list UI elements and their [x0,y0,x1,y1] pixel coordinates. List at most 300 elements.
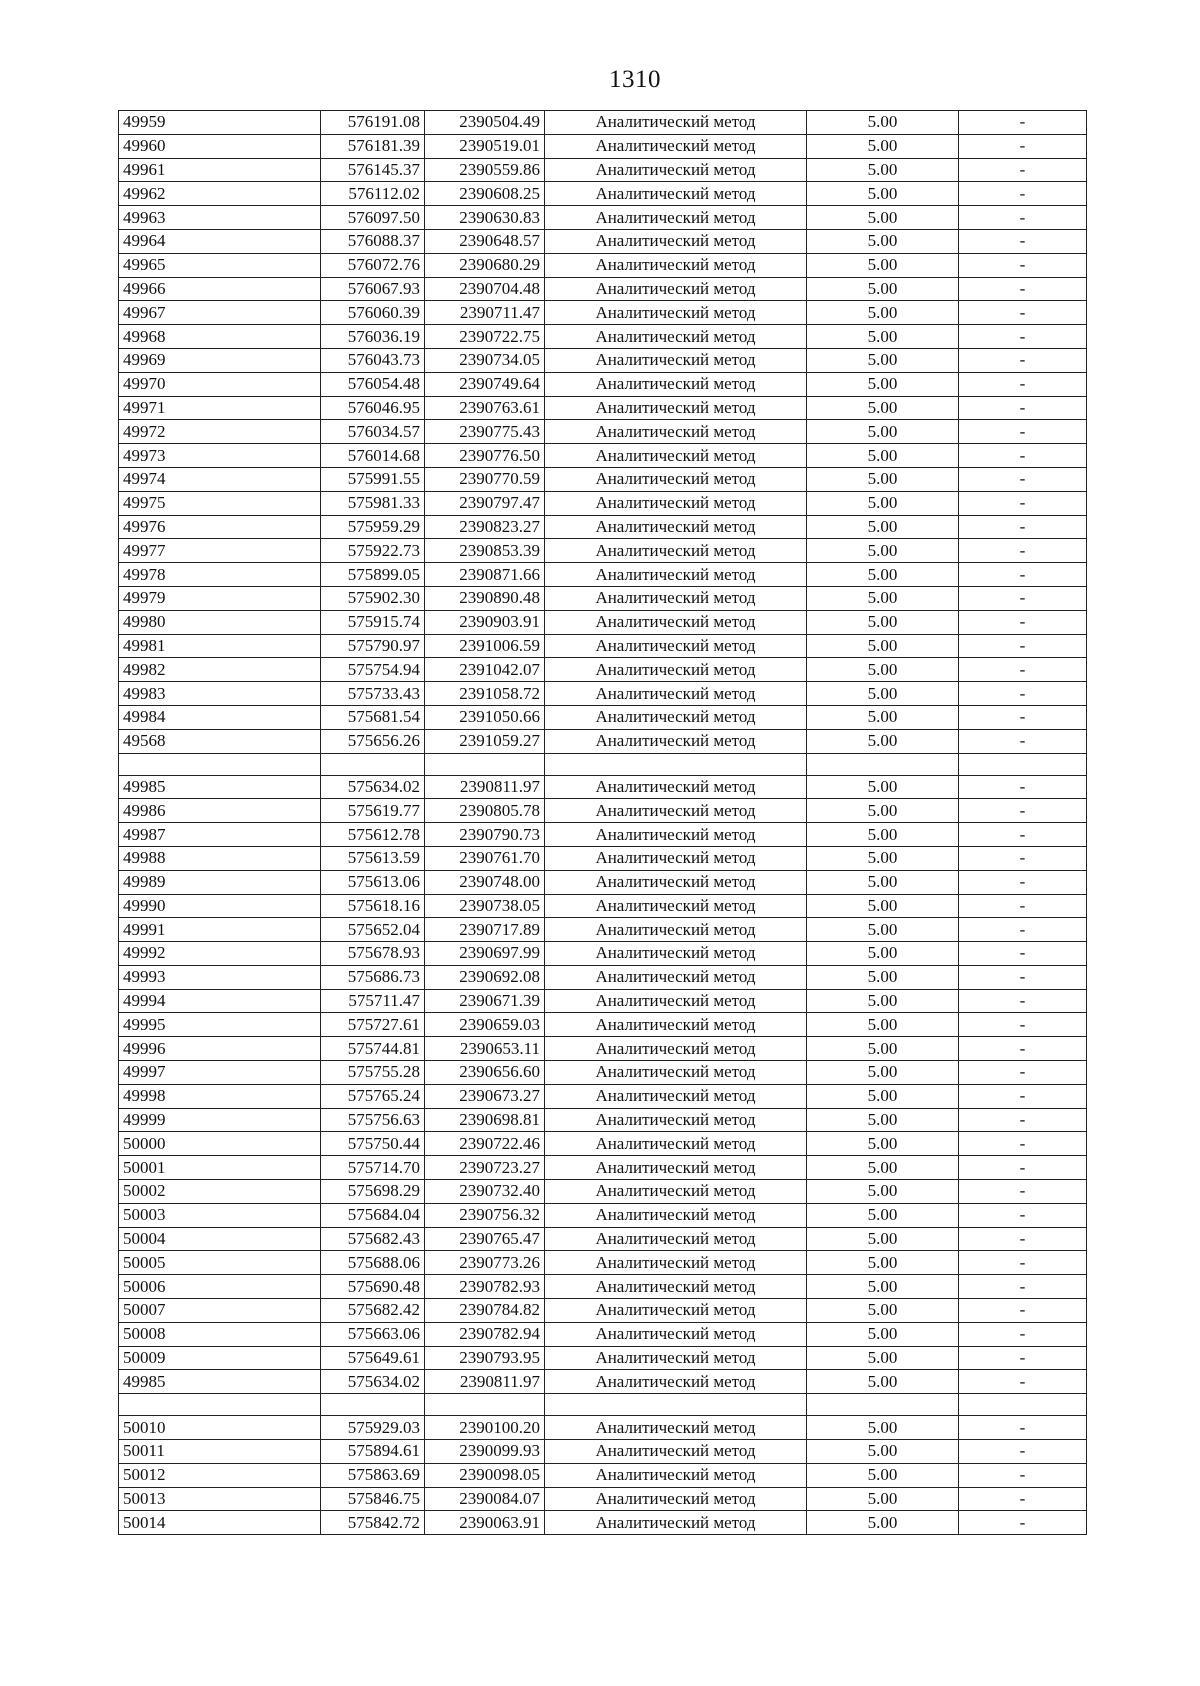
note-cell: - [959,206,1087,230]
x-coordinate-cell: 575754.94 [321,658,425,682]
y-coordinate-cell: 2391058.72 [425,682,545,706]
accuracy-cell: 5.00 [807,1487,959,1511]
point-number-cell: 50013 [119,1487,321,1511]
note-cell: - [959,586,1087,610]
note-cell: - [959,1511,1087,1535]
table-row [119,634,1087,658]
point-number-cell: 49965 [119,253,321,277]
x-coordinate-cell: 575612.78 [321,823,425,847]
y-coordinate-cell: 2390784.82 [425,1299,545,1323]
note-cell: - [959,1299,1087,1323]
point-number-cell: 50008 [119,1322,321,1346]
note-cell: - [959,658,1087,682]
method-cell: Аналитический метод [545,1132,807,1156]
accuracy-cell: 5.00 [807,111,959,135]
x-coordinate-cell: 575750.44 [321,1132,425,1156]
method-cell: Аналитический метод [545,942,807,966]
x-coordinate-cell: 575688.06 [321,1251,425,1275]
note-cell: - [959,1416,1087,1440]
x-coordinate-cell: 576097.50 [321,206,425,230]
y-coordinate-cell: 2390782.94 [425,1322,545,1346]
y-coordinate-cell: 2390890.48 [425,586,545,610]
note-cell: - [959,775,1087,799]
method-cell: Аналитический метод [545,444,807,468]
method-cell: Аналитический метод [545,301,807,325]
page-number: 1310 [609,66,661,93]
method-cell: Аналитический метод [545,372,807,396]
point-number-cell: 49971 [119,396,321,420]
accuracy-cell: 5.00 [807,586,959,610]
point-number-cell: 49984 [119,705,321,729]
point-number-cell: 49994 [119,989,321,1013]
note-cell: - [959,1156,1087,1180]
method-cell: Аналитический метод [545,1084,807,1108]
x-coordinate-cell: 575899.05 [321,563,425,587]
table-row [119,705,1087,729]
point-number-cell: 49964 [119,229,321,253]
x-coordinate-cell: 575690.48 [321,1275,425,1299]
x-coordinate-cell: 576067.93 [321,277,425,301]
y-coordinate-cell [425,1394,545,1416]
table-row [119,894,1087,918]
accuracy-cell: 5.00 [807,1013,959,1037]
point-number-cell: 50009 [119,1346,321,1370]
method-cell: Аналитический метод [545,1511,807,1535]
note-cell: - [959,348,1087,372]
table-row [119,965,1087,989]
accuracy-cell [807,753,959,775]
accuracy-cell: 5.00 [807,134,959,158]
y-coordinate-cell: 2390853.39 [425,539,545,563]
point-number-cell: 50003 [119,1203,321,1227]
method-cell: Аналитический метод [545,1370,807,1394]
accuracy-cell: 5.00 [807,301,959,325]
x-coordinate-cell: 576054.48 [321,372,425,396]
method-cell: Аналитический метод [545,799,807,823]
point-number-cell: 49998 [119,1084,321,1108]
accuracy-cell: 5.00 [807,846,959,870]
table-row [119,1108,1087,1132]
y-coordinate-cell: 2390653.11 [425,1037,545,1061]
method-cell: Аналитический метод [545,823,807,847]
y-coordinate-cell: 2391059.27 [425,729,545,753]
point-number-cell: 50012 [119,1463,321,1487]
x-coordinate-cell: 575698.29 [321,1180,425,1204]
method-cell: Аналитический метод [545,563,807,587]
point-number-cell: 49985 [119,1370,321,1394]
x-coordinate-cell: 575678.93 [321,942,425,966]
note-cell: - [959,1463,1087,1487]
point-number-cell: 49568 [119,729,321,753]
note-cell: - [959,729,1087,753]
table-row [119,111,1087,135]
method-cell: Аналитический метод [545,134,807,158]
accuracy-cell: 5.00 [807,515,959,539]
accuracy-cell: 5.00 [807,658,959,682]
note-cell: - [959,158,1087,182]
y-coordinate-cell: 2390765.47 [425,1227,545,1251]
point-number-cell: 49996 [119,1037,321,1061]
note-cell: - [959,111,1087,135]
y-coordinate-cell: 2390770.59 [425,467,545,491]
point-number-cell: 50004 [119,1227,321,1251]
table-row [119,1061,1087,1085]
point-number-cell: 49972 [119,420,321,444]
accuracy-cell: 5.00 [807,965,959,989]
point-number-cell: 49959 [119,111,321,135]
point-number-cell: 49974 [119,467,321,491]
method-cell [545,753,807,775]
point-number-cell: 49988 [119,846,321,870]
note-cell: - [959,1227,1087,1251]
y-coordinate-cell: 2390680.29 [425,253,545,277]
table-row [119,1346,1087,1370]
table-row [119,799,1087,823]
accuracy-cell: 5.00 [807,182,959,206]
table-row [119,1487,1087,1511]
table-row [119,491,1087,515]
x-coordinate-cell: 576088.37 [321,229,425,253]
accuracy-cell: 5.00 [807,610,959,634]
table-row [119,277,1087,301]
x-coordinate-cell: 575790.97 [321,634,425,658]
table-row [119,942,1087,966]
x-coordinate-cell: 575656.26 [321,729,425,753]
table-row [119,1299,1087,1323]
y-coordinate-cell: 2390659.03 [425,1013,545,1037]
method-cell: Аналитический метод [545,775,807,799]
table-row [119,182,1087,206]
table-row [119,1180,1087,1204]
accuracy-cell: 5.00 [807,682,959,706]
note-cell: - [959,799,1087,823]
method-cell: Аналитический метод [545,348,807,372]
y-coordinate-cell: 2390811.97 [425,775,545,799]
note-cell: - [959,253,1087,277]
note-cell: - [959,301,1087,325]
method-cell: Аналитический метод [545,634,807,658]
method-cell: Аналитический метод [545,965,807,989]
y-coordinate-cell: 2390723.27 [425,1156,545,1180]
method-cell: Аналитический метод [545,206,807,230]
method-cell: Аналитический метод [545,491,807,515]
accuracy-cell: 5.00 [807,1440,959,1464]
point-number-cell: 49983 [119,682,321,706]
method-cell: Аналитический метод [545,705,807,729]
method-cell: Аналитический метод [545,1037,807,1061]
table-row [119,1440,1087,1464]
y-coordinate-cell: 2390782.93 [425,1275,545,1299]
y-coordinate-cell: 2390559.86 [425,158,545,182]
point-number-cell: 49989 [119,870,321,894]
table-row [119,396,1087,420]
note-cell: - [959,965,1087,989]
accuracy-cell: 5.00 [807,206,959,230]
accuracy-cell: 5.00 [807,1322,959,1346]
method-cell: Аналитический метод [545,586,807,610]
y-coordinate-cell: 2390711.47 [425,301,545,325]
point-number-cell: 50001 [119,1156,321,1180]
y-coordinate-cell: 2390648.57 [425,229,545,253]
accuracy-cell: 5.00 [807,918,959,942]
table-row [119,1227,1087,1251]
method-cell: Аналитический метод [545,539,807,563]
method-cell: Аналитический метод [545,989,807,1013]
method-cell: Аналитический метод [545,277,807,301]
note-cell: - [959,682,1087,706]
x-coordinate-cell: 576181.39 [321,134,425,158]
x-coordinate-cell: 576043.73 [321,348,425,372]
method-cell: Аналитический метод [545,1440,807,1464]
y-coordinate-cell: 2390673.27 [425,1084,545,1108]
point-number-cell: 49961 [119,158,321,182]
accuracy-cell: 5.00 [807,705,959,729]
point-number-cell: 49987 [119,823,321,847]
table-row [119,918,1087,942]
method-cell: Аналитический метод [545,894,807,918]
accuracy-cell: 5.00 [807,1132,959,1156]
point-number-cell: 50005 [119,1251,321,1275]
note-cell: - [959,1440,1087,1464]
accuracy-cell: 5.00 [807,420,959,444]
x-coordinate-cell: 575842.72 [321,1511,425,1535]
method-cell: Аналитический метод [545,253,807,277]
accuracy-cell: 5.00 [807,1156,959,1180]
y-coordinate-cell: 2390084.07 [425,1487,545,1511]
note-cell: - [959,1487,1087,1511]
method-cell: Аналитический метод [545,918,807,942]
y-coordinate-cell: 2390734.05 [425,348,545,372]
accuracy-cell: 5.00 [807,277,959,301]
x-coordinate-cell: 576060.39 [321,301,425,325]
accuracy-cell: 5.00 [807,942,959,966]
table-row [119,467,1087,491]
table-row [119,158,1087,182]
x-coordinate-cell: 575619.77 [321,799,425,823]
accuracy-cell: 5.00 [807,253,959,277]
x-coordinate-cell: 575618.16 [321,894,425,918]
point-number-cell: 49977 [119,539,321,563]
point-number-cell: 49997 [119,1061,321,1085]
x-coordinate-cell [321,753,425,775]
table-row [119,775,1087,799]
table-row [119,206,1087,230]
accuracy-cell: 5.00 [807,325,959,349]
method-cell: Аналитический метод [545,846,807,870]
point-number-cell: 49992 [119,942,321,966]
method-cell: Аналитический метод [545,870,807,894]
note-cell: - [959,1275,1087,1299]
x-coordinate-cell: 575684.04 [321,1203,425,1227]
y-coordinate-cell: 2390738.05 [425,894,545,918]
method-cell: Аналитический метод [545,1180,807,1204]
note-cell: - [959,1061,1087,1085]
x-coordinate-cell: 576145.37 [321,158,425,182]
point-number-cell: 49990 [119,894,321,918]
accuracy-cell: 5.00 [807,1416,959,1440]
x-coordinate-cell: 575756.63 [321,1108,425,1132]
accuracy-cell: 5.00 [807,823,959,847]
coordinates-table-body [119,111,1087,1535]
x-coordinate-cell: 575682.42 [321,1299,425,1323]
method-cell: Аналитический метод [545,158,807,182]
method-cell: Аналитический метод [545,1416,807,1440]
y-coordinate-cell: 2390100.20 [425,1416,545,1440]
accuracy-cell: 5.00 [807,396,959,420]
accuracy-cell: 5.00 [807,729,959,753]
method-cell: Аналитический метод [545,515,807,539]
table-row [119,253,1087,277]
accuracy-cell: 5.00 [807,1180,959,1204]
note-cell: - [959,325,1087,349]
accuracy-cell: 5.00 [807,1370,959,1394]
y-coordinate-cell: 2390776.50 [425,444,545,468]
accuracy-cell: 5.00 [807,1346,959,1370]
y-coordinate-cell: 2390805.78 [425,799,545,823]
accuracy-cell: 5.00 [807,1275,959,1299]
x-coordinate-cell: 575863.69 [321,1463,425,1487]
accuracy-cell: 5.00 [807,989,959,1013]
x-coordinate-cell: 575613.59 [321,846,425,870]
x-coordinate-cell: 575981.33 [321,491,425,515]
point-number-cell: 49970 [119,372,321,396]
y-coordinate-cell: 2390903.91 [425,610,545,634]
point-number-cell: 49986 [119,799,321,823]
note-cell: - [959,705,1087,729]
x-coordinate-cell: 575744.81 [321,1037,425,1061]
method-cell: Аналитический метод [545,1156,807,1180]
y-coordinate-cell: 2390697.99 [425,942,545,966]
x-coordinate-cell: 575929.03 [321,1416,425,1440]
y-coordinate-cell: 2390761.70 [425,846,545,870]
table-row [119,610,1087,634]
point-number-cell: 50000 [119,1132,321,1156]
separator-row [119,1394,1087,1416]
note-cell: - [959,634,1087,658]
x-coordinate-cell: 576036.19 [321,325,425,349]
y-coordinate-cell: 2390748.00 [425,870,545,894]
table-row [119,515,1087,539]
method-cell: Аналитический метод [545,1487,807,1511]
method-cell: Аналитический метод [545,396,807,420]
method-cell: Аналитический метод [545,111,807,135]
point-number-cell: 49968 [119,325,321,349]
note-cell: - [959,823,1087,847]
x-coordinate-cell: 575846.75 [321,1487,425,1511]
table-row [119,420,1087,444]
method-cell: Аналитический метод [545,467,807,491]
note-cell [959,753,1087,775]
note-cell: - [959,1180,1087,1204]
y-coordinate-cell: 2390871.66 [425,563,545,587]
accuracy-cell: 5.00 [807,1463,959,1487]
note-cell: - [959,870,1087,894]
accuracy-cell: 5.00 [807,1299,959,1323]
note-cell: - [959,610,1087,634]
method-cell: Аналитический метод [545,420,807,444]
point-number-cell: 49979 [119,586,321,610]
note-cell: - [959,894,1087,918]
table-row [119,846,1087,870]
method-cell: Аналитический метод [545,1275,807,1299]
accuracy-cell: 5.00 [807,158,959,182]
table-row [119,1084,1087,1108]
table-row [119,372,1087,396]
y-coordinate-cell: 2390630.83 [425,206,545,230]
y-coordinate-cell: 2390722.75 [425,325,545,349]
point-number-cell: 50006 [119,1275,321,1299]
note-cell: - [959,1322,1087,1346]
note-cell: - [959,1132,1087,1156]
y-coordinate-cell: 2390797.47 [425,491,545,515]
method-cell: Аналитический метод [545,610,807,634]
accuracy-cell: 5.00 [807,444,959,468]
note-cell: - [959,372,1087,396]
table-row [119,1037,1087,1061]
note-cell: - [959,1084,1087,1108]
x-coordinate-cell: 575727.61 [321,1013,425,1037]
note-cell: - [959,491,1087,515]
note-cell: - [959,1203,1087,1227]
x-coordinate-cell: 575652.04 [321,918,425,942]
method-cell: Аналитический метод [545,229,807,253]
point-number-cell: 49975 [119,491,321,515]
note-cell: - [959,182,1087,206]
table-row [119,1013,1087,1037]
x-coordinate-cell: 575681.54 [321,705,425,729]
accuracy-cell: 5.00 [807,799,959,823]
x-coordinate-cell: 575902.30 [321,586,425,610]
y-coordinate-cell: 2390717.89 [425,918,545,942]
method-cell: Аналитический метод [545,1463,807,1487]
x-coordinate-cell: 575894.61 [321,1440,425,1464]
table-row [119,823,1087,847]
table-row [119,1416,1087,1440]
x-coordinate-cell: 576112.02 [321,182,425,206]
y-coordinate-cell: 2390823.27 [425,515,545,539]
y-coordinate-cell: 2390692.08 [425,965,545,989]
table-row [119,1370,1087,1394]
accuracy-cell: 5.00 [807,348,959,372]
y-coordinate-cell: 2390732.40 [425,1180,545,1204]
y-coordinate-cell: 2390722.46 [425,1132,545,1156]
method-cell: Аналитический метод [545,1013,807,1037]
table-row [119,134,1087,158]
note-cell: - [959,420,1087,444]
x-coordinate-cell: 576046.95 [321,396,425,420]
point-number-cell: 49960 [119,134,321,158]
accuracy-cell: 5.00 [807,1511,959,1535]
y-coordinate-cell: 2390775.43 [425,420,545,444]
x-coordinate-cell: 575765.24 [321,1084,425,1108]
point-number-cell [119,1394,321,1416]
table-row [119,539,1087,563]
accuracy-cell: 5.00 [807,563,959,587]
point-number-cell: 49962 [119,182,321,206]
accuracy-cell: 5.00 [807,1037,959,1061]
point-number-cell: 49999 [119,1108,321,1132]
y-coordinate-cell: 2390811.97 [425,1370,545,1394]
y-coordinate-cell: 2390793.95 [425,1346,545,1370]
note-cell: - [959,134,1087,158]
table-row [119,658,1087,682]
method-cell: Аналитический метод [545,1061,807,1085]
separator-row [119,753,1087,775]
y-coordinate-cell: 2390698.81 [425,1108,545,1132]
accuracy-cell [807,1394,959,1416]
accuracy-cell: 5.00 [807,1227,959,1251]
method-cell: Аналитический метод [545,658,807,682]
